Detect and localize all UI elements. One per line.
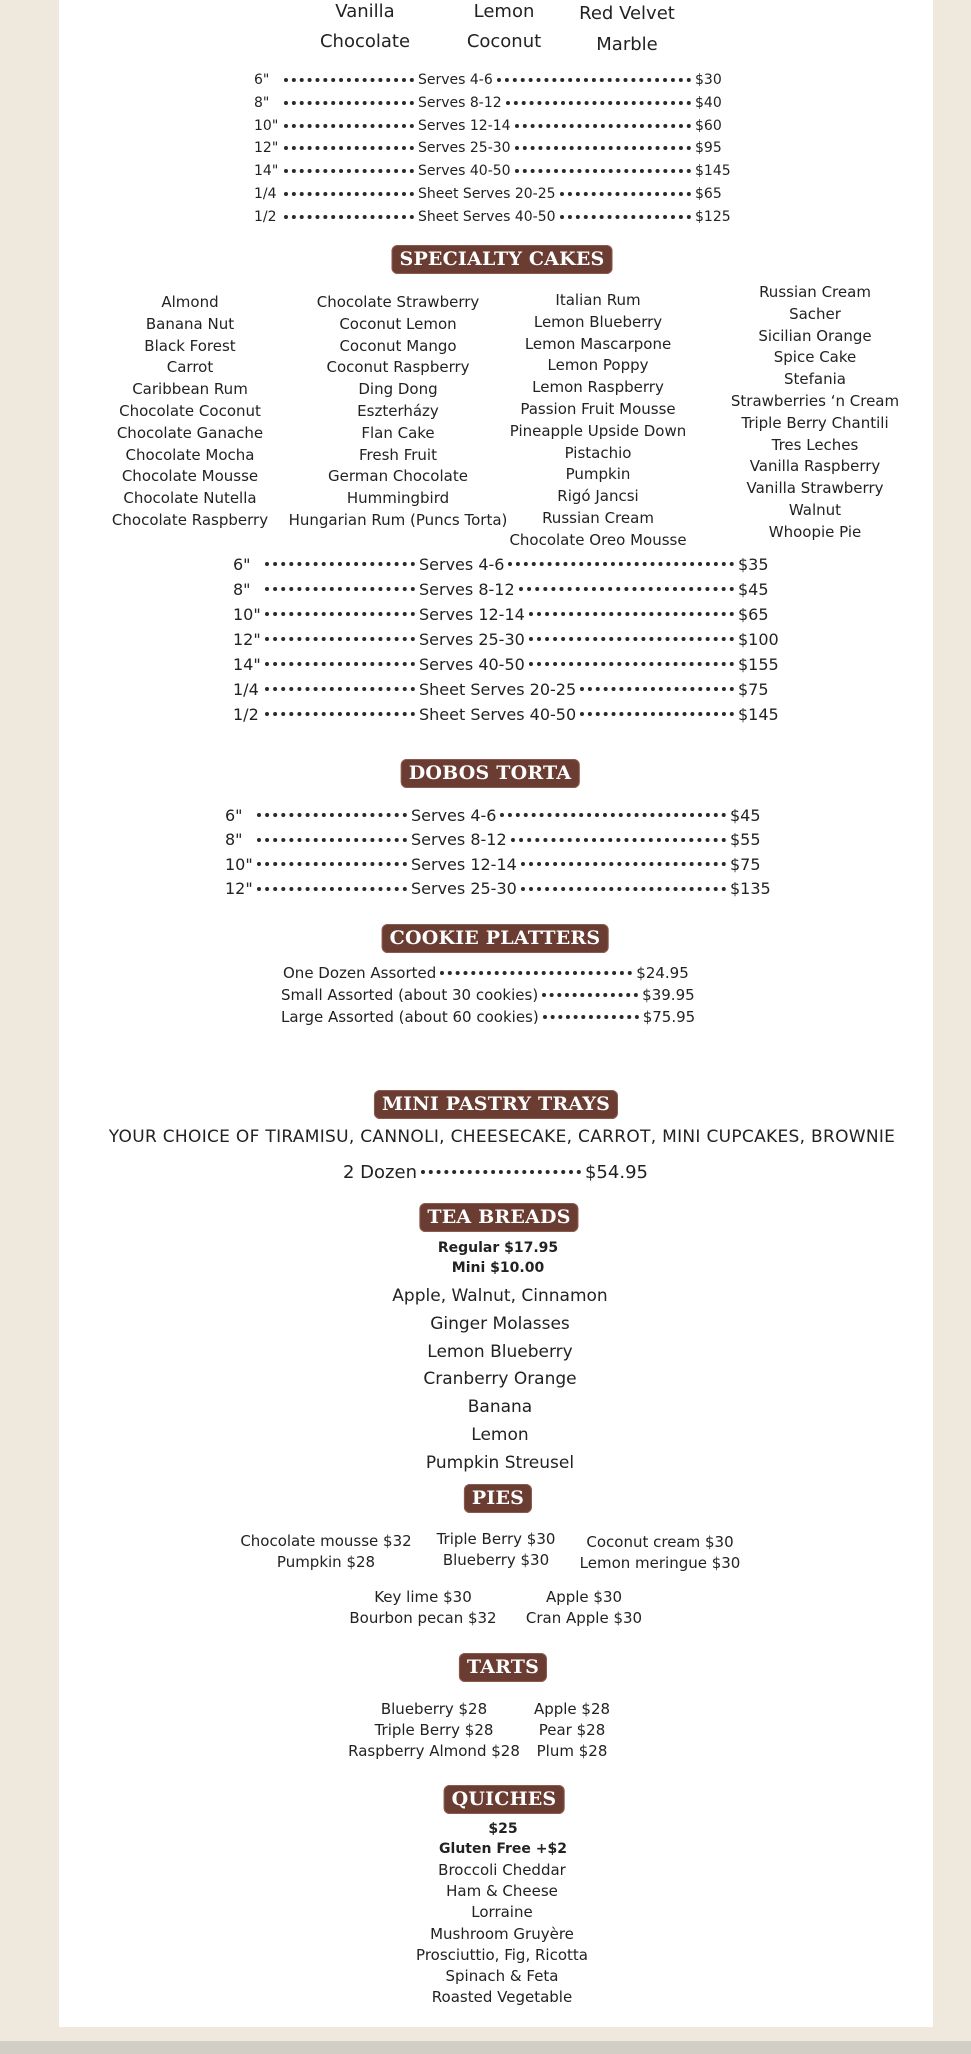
price-label: $60 (695, 117, 722, 134)
price-row (225, 854, 761, 874)
specialty-flavor: Passion Fruit Mousse (520, 399, 676, 418)
serves-label: Sheet Serves 40-50 (418, 208, 556, 225)
pie-item: Key lime $30 (374, 1588, 472, 1606)
cookie-price: $24.95 (636, 964, 689, 982)
tea-bread-item: Pumpkin Streusel (425, 1452, 575, 1473)
leader-dots (257, 838, 407, 842)
pie-group-2 (437, 1529, 556, 1571)
price-row (233, 579, 769, 599)
leader-dots (529, 662, 734, 666)
price-label: $135 (730, 879, 771, 898)
leader-dots (560, 192, 691, 196)
price-label: $95 (695, 140, 722, 157)
serves-label: Serves 8-12 (419, 579, 515, 599)
specialty-flavor: Pineapple Upside Down (509, 421, 687, 440)
pie-item: Coconut cream $30 (586, 1533, 734, 1551)
tarts-heading: TARTS (459, 1653, 547, 1682)
size-label: 14" (233, 654, 261, 674)
tea-bread-item: Apple, Walnut, Cinnamon (392, 1286, 608, 1306)
pie-item: Cran Apple $30 (525, 1609, 643, 1627)
serves-label: Serves 25-30 (419, 629, 525, 649)
price-label: $145 (695, 163, 731, 180)
price-row (254, 116, 722, 136)
serves-label: Sheet Serves 20-25 (418, 186, 556, 202)
serves-label: Serves 4-6 (411, 805, 497, 825)
specialty-flavor: Lemon Poppy (547, 356, 649, 375)
quiche-item: Roasted Vegetable (431, 1988, 573, 2007)
specialty-flavor: Banana Nut (145, 314, 235, 333)
price-row (233, 629, 779, 649)
specialty-column-4 (731, 282, 899, 544)
leader-dots (519, 587, 734, 591)
specialty-flavor: Vanilla Raspberry (749, 457, 881, 476)
tart-item: Blueberry $28 (380, 1700, 488, 1718)
specialty-flavor: Flan Cake (361, 423, 435, 442)
pie-group-4 (349, 1587, 496, 1629)
size-label: 10" (233, 604, 261, 624)
dobos-torta-heading: DOBOS TORTA (401, 759, 580, 788)
serves-label: Serves 12-14 (419, 604, 525, 624)
price-label: $35 (738, 554, 769, 574)
price-label: $125 (695, 208, 731, 225)
specialty-flavor: Eszterházy (357, 401, 439, 420)
specialty-flavor: Hungarian Rum (Puncs Torta) (288, 510, 508, 529)
price-label: $65 (738, 604, 769, 624)
leader-dots (284, 78, 414, 82)
pie-item: Triple Berry $30 (436, 1530, 556, 1548)
serves-label: Serves 40-50 (418, 163, 511, 180)
quiche-item: Ham & Cheese (446, 1882, 558, 1901)
leader-dots (265, 562, 415, 566)
serves-label: Serves 25-30 (411, 879, 517, 898)
leader-dots (421, 1170, 581, 1174)
size-label: 1/2 (254, 208, 277, 225)
specialty-flavor: Chocolate Mousse (121, 467, 259, 486)
pie-item: Lemon meringue $30 (579, 1554, 741, 1572)
size-label: 10" (225, 854, 253, 874)
leader-dots (543, 1015, 639, 1019)
leader-dots (521, 862, 726, 866)
quiche-item: Prosciuttio, Fig, Ricotta (416, 1945, 588, 1964)
quiche-price: $25 (488, 1821, 518, 1837)
specialty-flavor: German Chocolate (328, 467, 468, 486)
tart-item: Raspberry Almond $28 (348, 1742, 520, 1760)
price-label: $45 (738, 579, 769, 599)
specialty-flavor: Russian Cream (542, 508, 654, 527)
pie-item: Chocolate mousse $32 (240, 1532, 412, 1550)
specialty-flavor: Chocolate Ganache (116, 423, 264, 442)
tea-bread-item: Lemon (471, 1424, 529, 1445)
tart-group-1 (348, 1699, 520, 1762)
cookie-name: Large Assorted (about 60 cookies) (281, 1008, 539, 1026)
leader-dots (257, 813, 407, 817)
specialty-flavor: Ding Dong (358, 380, 438, 399)
leader-dots (284, 124, 414, 128)
pie-item: Pumpkin $28 (276, 1553, 376, 1571)
price-row (225, 830, 761, 850)
cookie-name: One Dozen Assorted (283, 964, 437, 982)
leader-dots (265, 712, 415, 716)
price-row (254, 207, 731, 227)
specialty-flavor: Chocolate Coconut (119, 401, 261, 420)
serves-label: Serves 4-6 (418, 72, 493, 88)
size-label: 12" (254, 140, 279, 157)
price-row (233, 604, 769, 624)
price-row (254, 138, 722, 158)
quiche-item: Lorraine (471, 1903, 533, 1922)
cookie-platters-heading: COOKIE PLATTERS (382, 924, 609, 953)
leader-dots (580, 687, 734, 691)
flavor-red-velvet: Red Velvet (579, 3, 675, 24)
flavor-coconut: Coconut (466, 31, 542, 52)
quiche-item: Spinach & Feta (445, 1967, 559, 1986)
specialty-flavor: Carrot (166, 358, 214, 377)
mini-pastry-choices: YOUR CHOICE OF TIRAMISU, CANNOLI, CHEESECAKE, CARROT, MINI CUPCAKES, BROWNIE (108, 1127, 896, 1147)
specialty-cakes-heading: SPECIALTY CAKES (392, 245, 613, 274)
specialty-column-1 (112, 292, 268, 532)
cookie-price: $75.95 (642, 1008, 696, 1026)
mini-pastry-trays-heading: MINI PASTRY TRAYS (374, 1090, 618, 1119)
specialty-flavor: Strawberries ‘n Cream (730, 391, 900, 410)
price-label: $75 (730, 854, 761, 874)
tea-breads-heading: TEA BREADS (419, 1203, 578, 1232)
leader-dots (284, 169, 414, 173)
cookie-name: Small Assorted (about 30 cookies) (281, 986, 539, 1004)
specialty-flavor: Triple Berry Chantili (741, 413, 889, 432)
pies-heading: PIES (464, 1484, 532, 1513)
leader-dots (257, 862, 407, 866)
size-label: 6" (254, 72, 270, 88)
specialty-flavor: Stefania (784, 370, 846, 389)
cookie-price: $39.95 (642, 986, 695, 1004)
tea-bread-mini-price: Mini $10.00 (451, 1260, 545, 1276)
cookie-row (281, 1007, 695, 1027)
leader-dots (542, 993, 638, 997)
size-label: 1/2 (233, 704, 259, 724)
size-label: 12" (233, 629, 261, 649)
leader-dots (265, 687, 415, 691)
specialty-flavor: Sicilian Orange (758, 326, 872, 345)
serves-label: Sheet Serves 40-50 (419, 704, 577, 724)
price-label: $100 (738, 629, 779, 649)
serves-label: Serves 4-6 (419, 554, 505, 574)
specialty-flavor: Caribbean Rum (132, 380, 248, 399)
pie-group-1 (240, 1531, 411, 1573)
specialty-flavor: Whoopie Pie (768, 522, 862, 541)
price-label: $55 (730, 830, 761, 849)
leader-dots (580, 712, 734, 716)
specialty-flavor: Chocolate Strawberry (316, 293, 480, 311)
tart-item: Triple Berry $28 (374, 1721, 494, 1739)
leader-dots (529, 637, 734, 641)
specialty-flavor: Rigó Jancsi (557, 487, 639, 506)
price-row (254, 70, 722, 90)
specialty-flavor: Chocolate Raspberry (111, 510, 269, 529)
price-label: $65 (695, 186, 722, 202)
price-label: $75 (738, 679, 769, 699)
specialty-flavor: Lemon Mascarpone (524, 334, 672, 353)
tea-bread-list (392, 1283, 607, 1478)
tea-bread-regular-price: Regular $17.95 (437, 1240, 559, 1256)
specialty-flavor: Pistachio (564, 443, 632, 462)
leader-dots (497, 78, 691, 82)
size-label: 14" (254, 163, 279, 180)
size-label: 1/4 (254, 186, 277, 202)
leader-dots (511, 838, 726, 842)
leader-dots (284, 192, 414, 196)
leader-dots (265, 587, 415, 591)
specialty-flavor: Tres Leches (771, 435, 859, 454)
specialty-flavor: Chocolate Oreo Mousse (509, 530, 687, 549)
quiche-item: Mushroom Gruyère (430, 1924, 574, 1943)
specialty-flavor: Black Forest (144, 336, 236, 355)
price-label: $145 (738, 704, 779, 724)
leader-dots (440, 971, 632, 975)
price-label: $155 (738, 654, 779, 674)
leader-dots (257, 887, 407, 891)
price-row (233, 679, 769, 699)
flavor-marble: Marble (596, 34, 658, 55)
size-label: 8" (233, 579, 251, 599)
leader-dots (284, 146, 414, 150)
specialty-flavor: Lemon Blueberry (533, 312, 663, 331)
specialty-flavor: Pumpkin (565, 465, 631, 484)
specialty-flavor: Almond (161, 293, 219, 311)
price-label: $40 (695, 94, 722, 111)
pie-item: Blueberry $30 (442, 1551, 550, 1569)
size-label: 1/4 (233, 679, 259, 699)
leader-dots (500, 813, 726, 817)
serves-label: Serves 8-12 (411, 830, 507, 849)
leader-dots (529, 612, 734, 616)
specialty-flavor: Russian Cream (759, 283, 871, 301)
leader-dots (508, 562, 734, 566)
price-row (233, 654, 779, 674)
serves-label: Serves 25-30 (418, 140, 511, 157)
specialty-flavor: Chocolate Mocha (125, 445, 255, 464)
specialty-flavor: Coconut Lemon (339, 314, 457, 333)
pie-group-3 (580, 1532, 741, 1574)
tea-bread-item: Cranberry Orange (423, 1369, 577, 1390)
specialty-flavor: Vanilla Strawberry (746, 479, 884, 498)
specialty-flavor: Walnut (788, 500, 842, 519)
page-bottom-bar (0, 2041, 971, 2054)
price-row (233, 554, 769, 574)
price-label: $45 (730, 805, 761, 825)
pie-item: Bourbon pecan $32 (349, 1609, 497, 1627)
tart-item: Pear $28 (538, 1721, 606, 1739)
tart-item: Plum $28 (536, 1742, 608, 1760)
cookie-row (281, 985, 695, 1005)
price-row (225, 879, 771, 899)
size-label: 6" (233, 554, 251, 574)
price-row (225, 805, 761, 825)
specialty-flavor: Italian Rum (555, 291, 641, 309)
price-row (233, 704, 779, 724)
specialty-flavor: Hummingbird (346, 489, 450, 508)
size-label: 6" (225, 805, 243, 825)
tart-group-2 (534, 1699, 610, 1762)
leader-dots (284, 215, 414, 219)
tart-item: Apple $28 (533, 1700, 611, 1718)
price-label: $30 (695, 72, 722, 88)
specialty-flavor: Coconut Mango (339, 336, 457, 355)
price-row (254, 161, 731, 181)
specialty-flavor: Spice Cake (773, 348, 857, 367)
specialty-flavor: Fresh Fruit (359, 445, 437, 464)
serves-label: Serves 12-14 (411, 854, 517, 874)
mini-pastry-qty: 2 Dozen (343, 1161, 417, 1183)
leader-dots (506, 101, 691, 105)
specialty-column-3 (509, 290, 686, 552)
leader-dots (284, 101, 414, 105)
pie-item: Apple $30 (545, 1588, 623, 1606)
price-row (254, 93, 722, 113)
size-label: 12" (225, 879, 253, 898)
leader-dots (515, 169, 691, 173)
leader-dots (265, 662, 415, 666)
flavor-chocolate: Chocolate (319, 31, 411, 52)
quiche-list (416, 1860, 588, 2008)
leader-dots (560, 215, 691, 219)
tea-bread-item: Ginger Molasses (430, 1313, 570, 1334)
serves-label: Serves 8-12 (418, 94, 502, 111)
specialty-flavor: Sacher (789, 304, 841, 323)
tea-bread-item: Lemon Blueberry (427, 1341, 573, 1362)
specialty-flavor: Lemon Raspberry (532, 378, 664, 397)
size-label: 10" (254, 117, 279, 134)
specialty-flavor: Chocolate Nutella (123, 489, 257, 508)
leader-dots (265, 612, 415, 616)
leader-dots (515, 146, 691, 150)
serves-label: Serves 12-14 (418, 117, 511, 134)
flavor-lemon: Lemon (473, 1, 535, 22)
cookie-row (283, 963, 689, 983)
serves-label: Serves 40-50 (419, 654, 525, 674)
pie-group-5 (526, 1587, 642, 1629)
quiche-item: Broccoli Cheddar (438, 1861, 566, 1879)
size-label: 8" (254, 94, 270, 111)
quiches-heading: QUICHES (444, 1785, 565, 1814)
price-row (254, 184, 722, 204)
size-label: 8" (225, 830, 243, 849)
mini-pastry-price: $54.95 (584, 1161, 648, 1183)
leader-dots (521, 887, 726, 891)
flavor-vanilla: Vanilla (335, 1, 395, 22)
specialty-column-2 (289, 292, 508, 532)
serves-label: Sheet Serves 20-25 (419, 679, 577, 699)
tea-bread-item: Banana (467, 1397, 533, 1418)
specialty-flavor: Coconut Raspberry (326, 358, 470, 377)
leader-dots (515, 124, 691, 128)
mini-pastry-price-row (343, 1162, 648, 1182)
leader-dots (265, 637, 415, 641)
quiche-gluten-free: Gluten Free +$2 (439, 1841, 567, 1857)
